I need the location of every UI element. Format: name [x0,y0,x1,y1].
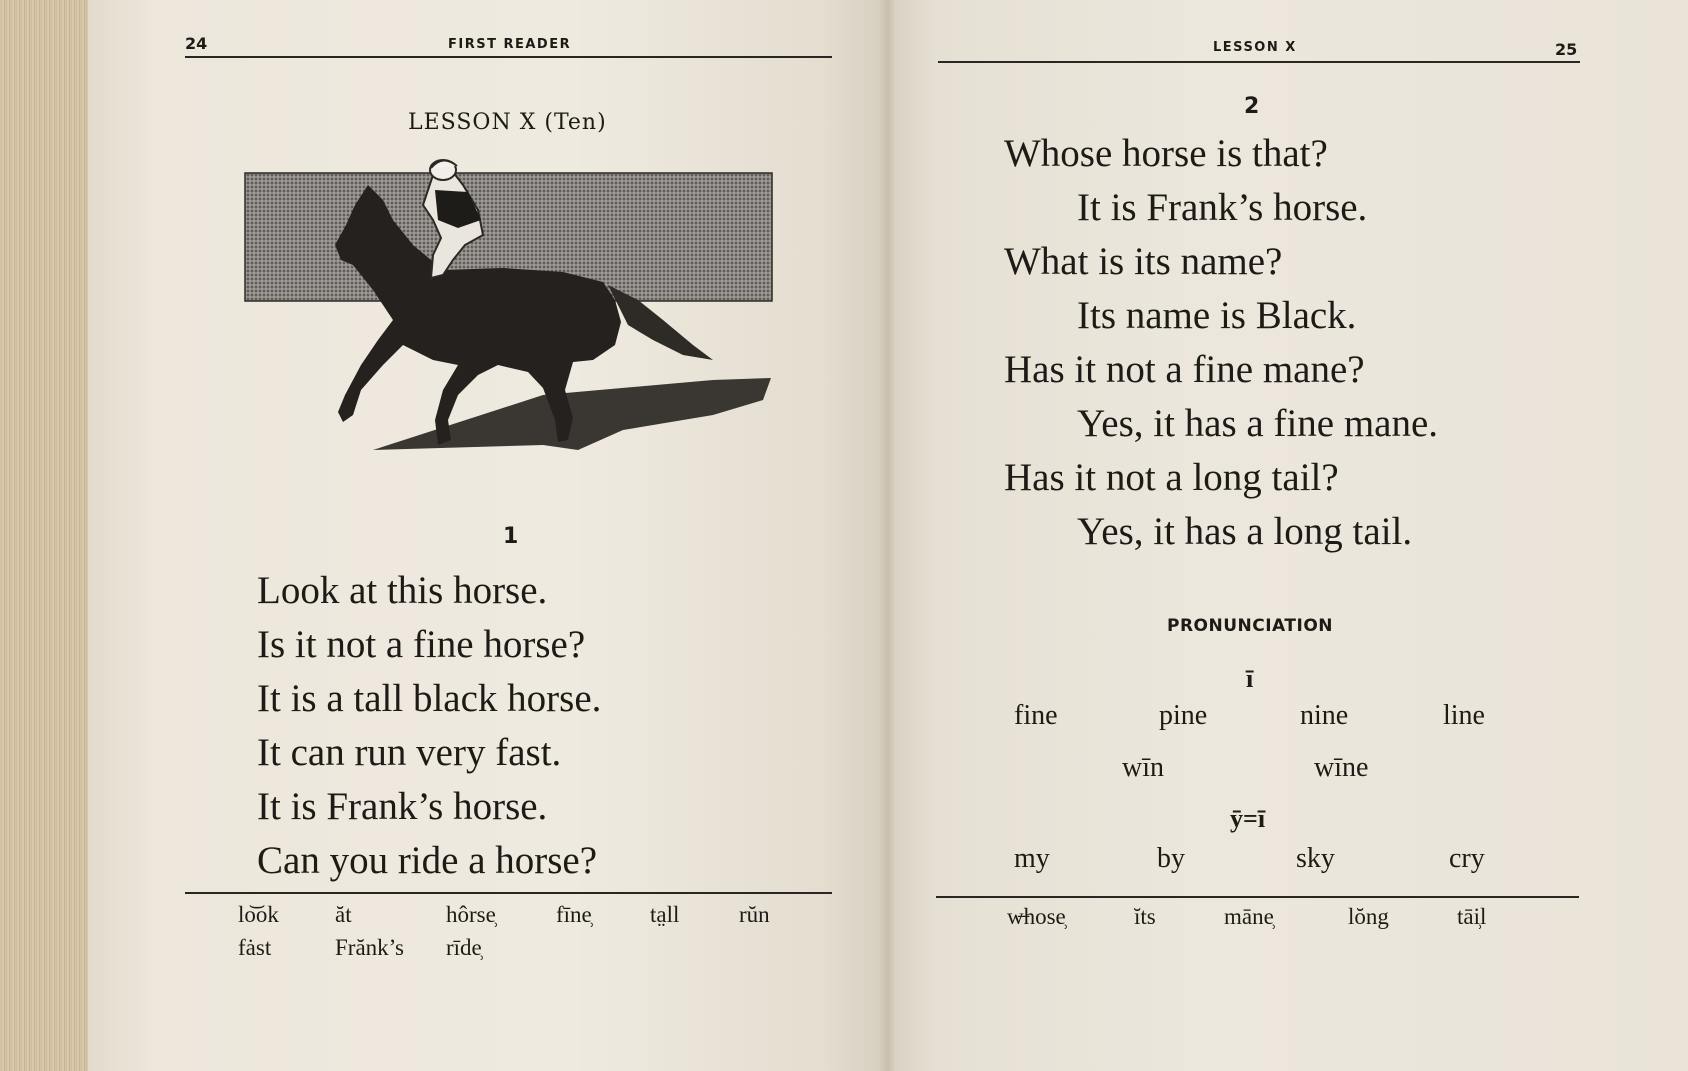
pronunciation-word: nine [1300,700,1349,731]
reading-line: It is a tall black horse. [257,677,602,720]
right-reading-text [1004,127,1438,559]
reading-line: Look at this horse. [257,569,548,612]
reading-line: Yes, it has a fine mane. [1077,402,1439,445]
right-running-head: LESSON X [1213,40,1297,55]
right-folio: 25 [1555,40,1578,59]
word-list-item: Frănk’s [335,935,404,960]
reading-line: Whose horse is that? [1004,132,1328,175]
reading-line: Can you ride a horse? [257,839,598,882]
book-gutter [880,0,896,1071]
reading-line: It is Frank’s horse. [1077,186,1368,229]
reading-line: What is its name? [1004,240,1283,283]
pronunciation-symbol: ȳ=ī [1230,804,1266,833]
right-footer-rule [936,896,1579,898]
pronunciation-word: fine [1014,700,1058,731]
pronunciation-word: my [1014,843,1050,874]
reading-line: Yes, it has a long tail. [1077,510,1413,553]
right-header-rule [938,61,1580,63]
lesson-title: LESSON X (Ten) [408,110,607,135]
reading-line: It can run very fast. [257,731,562,774]
word-list-item: ta̤ll [650,902,680,927]
pronunciation-word: by [1157,843,1185,874]
word-list-item: lŏng [1348,904,1389,929]
reading-line: Has it not a long tail? [1004,456,1339,499]
word-list-item: fīne̹ [556,902,592,927]
left-header-rule [185,56,832,58]
word-list-item: rŭn [739,902,770,927]
word-list-item: hôrse̹ [446,902,496,927]
left-section-number: 1 [503,524,519,549]
pronunciation-word: line [1443,700,1485,731]
horse-and-rider-illustration [243,150,783,480]
pronunciation-word: sky [1296,843,1335,874]
word-list-item: rīde̹ [446,935,482,960]
word-list-item: māne̹ [1224,904,1274,929]
right-section-number: 2 [1244,94,1260,119]
word-list-item: ăt [335,902,352,927]
reading-line: Has it not a fine mane? [1004,348,1365,391]
page-edges [0,0,100,1071]
reading-line: Is it not a fine horse? [257,623,586,666]
reading-line: It is Frank’s horse. [257,785,548,828]
pronunciation-word: wīne [1314,752,1369,783]
pronunciation-symbol: ī [1246,664,1254,693]
pronunciation-heading: PRONUNCIATION [1167,616,1333,636]
word-list-item: fȧst [238,935,272,960]
word-list-item: ĭts [1134,904,1156,929]
word-list-item: w̶hose̹ [1007,904,1066,929]
reading-line: Its name is Black. [1077,294,1357,337]
pronunciation-word: cry [1449,843,1485,874]
left-reading-text [257,564,601,888]
left-folio: 24 [185,34,208,53]
pronunciation-word: pine [1159,700,1208,731]
left-running-head: FIRST READER [448,37,572,52]
word-list-item: lo͝ok [238,902,279,927]
left-footer-rule [185,892,832,894]
pronunciation-word: wīn [1122,752,1164,783]
word-list-item: tāi̹l [1457,904,1487,929]
